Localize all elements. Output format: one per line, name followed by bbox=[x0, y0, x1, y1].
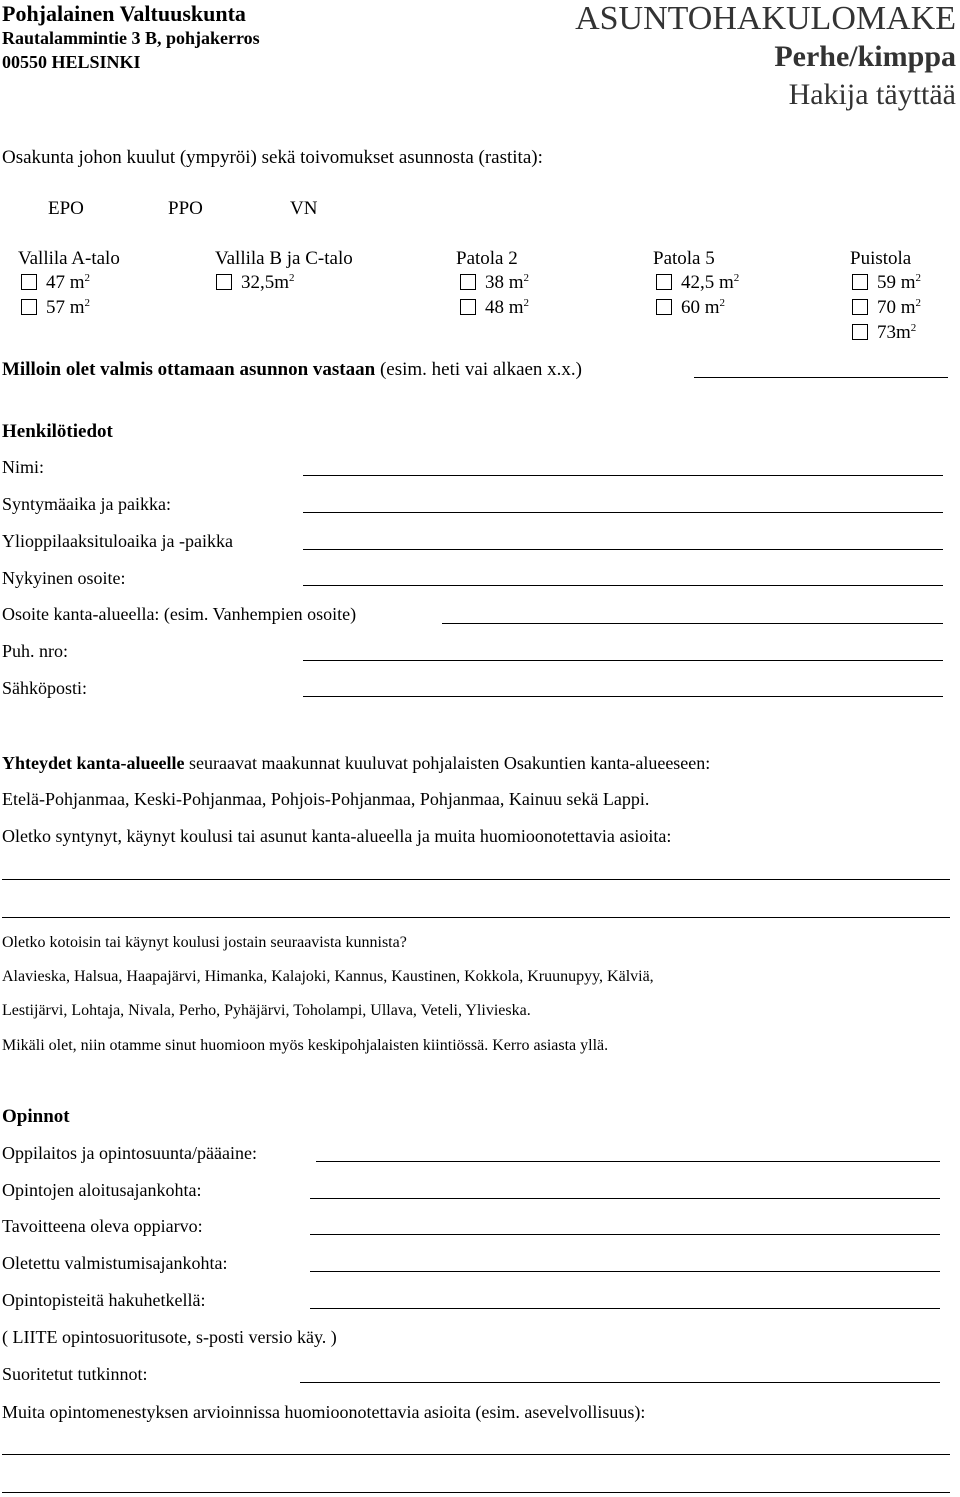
municipality-question: Oletko kotoisin tai käynyt koulusi jostain seuraavista kunnista? bbox=[2, 934, 407, 951]
institution-field[interactable] bbox=[316, 1161, 940, 1162]
option-patola5-60[interactable] bbox=[656, 297, 725, 319]
option-patola2-48[interactable] bbox=[460, 297, 529, 319]
degrees-field[interactable] bbox=[300, 1382, 940, 1383]
graduation-field[interactable] bbox=[310, 1271, 940, 1272]
superscript: 2 bbox=[719, 297, 726, 309]
other-merits-question: Muita opintomenestyksen arvioinnissa huomioonotettavia asioita (esim. asevelvollisuus): bbox=[2, 1402, 646, 1422]
option-patola5-42[interactable] bbox=[656, 272, 739, 294]
province-list: Etelä-Pohjanmaa, Keski-Pohjanmaa, Pohjois-Pohjanmaa, Pohjanmaa, Kainuu sekä Lappi. bbox=[2, 789, 650, 809]
location-vallila-a: Vallila A-talo bbox=[18, 248, 120, 269]
checkbox[interactable] bbox=[216, 274, 232, 290]
superscript: 2 bbox=[523, 272, 530, 284]
superscript: 2 bbox=[84, 297, 91, 309]
location-patola-2: Patola 2 bbox=[456, 248, 518, 269]
birth-field[interactable] bbox=[303, 512, 943, 513]
location-patola-5: Patola 5 bbox=[653, 248, 715, 269]
field-label-start: Opintojen aloitusajankohta: bbox=[2, 1180, 202, 1200]
superscript: 2 bbox=[289, 272, 295, 284]
checkbox[interactable] bbox=[852, 274, 868, 290]
field-label-birth: Syntymäaika ja paikka: bbox=[2, 494, 171, 514]
quota-note: Mikäli olet, niin otamme sinut huomioon myös keskipohjalaisten kiintiössä. Kerro asiasta yllä. bbox=[2, 1037, 609, 1054]
municipality-list-2: Lestijärvi, Lohtaja, Nivala, Perho, Pyhäjärvi, Toholampi, Ullava, Veteli, Ylivieska. bbox=[2, 1002, 531, 1019]
location-vallila-bc: Vallila B ja C-talo bbox=[215, 248, 353, 269]
connections-field-1[interactable] bbox=[2, 879, 950, 880]
checkbox[interactable] bbox=[656, 299, 672, 315]
born-question: Oletko syntynyt, käynyt koulusi tai asunut kanta-alueella ja muita huomioonotettavia asioita: bbox=[2, 826, 672, 846]
move-in-question bbox=[2, 359, 582, 381]
option-vallila-a-47[interactable] bbox=[21, 272, 90, 294]
form-subtitle: Perhe/kimppa bbox=[774, 40, 956, 73]
option-puistola-59[interactable] bbox=[852, 272, 921, 294]
field-label-name: Nimi: bbox=[2, 457, 45, 477]
move-in-hint: (esim. heti vai alkaen x.x.) bbox=[379, 359, 583, 380]
option-vallila-a-57[interactable] bbox=[21, 297, 90, 319]
other-merits-field-1[interactable] bbox=[2, 1454, 950, 1455]
nation-vn[interactable]: VN bbox=[290, 198, 318, 219]
size-label: 57 m bbox=[46, 297, 85, 318]
name-field[interactable] bbox=[303, 475, 943, 476]
credits-field[interactable] bbox=[310, 1308, 940, 1309]
option-puistola-73[interactable] bbox=[852, 322, 916, 344]
nation-ppo[interactable]: PPO bbox=[168, 198, 203, 219]
option-vallila-bc-32[interactable] bbox=[216, 272, 295, 294]
superscript: 2 bbox=[84, 272, 91, 284]
location-puistola: Puistola bbox=[850, 248, 912, 269]
nation-epo[interactable]: EPO bbox=[48, 198, 84, 219]
degree-field[interactable] bbox=[310, 1234, 940, 1235]
checkbox[interactable] bbox=[21, 299, 37, 315]
region-heading bbox=[2, 753, 710, 774]
connections-field-2[interactable] bbox=[2, 917, 950, 918]
size-label: 47 m bbox=[46, 272, 85, 293]
form-title: ASUNTOHAKULOMAKE bbox=[575, 0, 956, 37]
checkbox[interactable] bbox=[460, 299, 476, 315]
other-merits-field-2[interactable] bbox=[2, 1492, 950, 1493]
checkbox[interactable] bbox=[852, 299, 868, 315]
superscript: 2 bbox=[915, 297, 922, 309]
option-patola2-38[interactable] bbox=[460, 272, 529, 294]
field-label-degrees: Suoritetut tutkinnot: bbox=[2, 1364, 148, 1384]
superscript: 2 bbox=[915, 272, 922, 284]
size-label: 32,5m bbox=[241, 272, 290, 293]
superscript: 2 bbox=[523, 297, 530, 309]
org-postal: 00550 HELSINKI bbox=[2, 52, 141, 72]
field-label-institution: Oppilaitos ja opintosuunta/pääaine: bbox=[2, 1143, 257, 1163]
size-label: 42,5 m bbox=[681, 272, 734, 293]
superscript: 2 bbox=[733, 272, 740, 284]
personal-heading: Henkilötiedot bbox=[2, 421, 113, 442]
field-label-email: Sähköposti: bbox=[2, 678, 88, 698]
superscript: 2 bbox=[910, 322, 917, 334]
size-label: 48 m bbox=[485, 297, 524, 318]
checkbox[interactable] bbox=[460, 274, 476, 290]
region-heading-text: seuraavat maakunnat kuuluvat pohjalaisten Osakuntien kanta-alueeseen: bbox=[188, 753, 711, 773]
move-in-field[interactable] bbox=[694, 377, 948, 378]
checkbox[interactable] bbox=[852, 324, 868, 340]
phone-field[interactable] bbox=[303, 660, 943, 661]
size-label: 70 m bbox=[877, 297, 916, 318]
home-address-field[interactable] bbox=[442, 623, 943, 624]
option-puistola-70[interactable] bbox=[852, 297, 921, 319]
field-label-phone: Puh. nro: bbox=[2, 641, 69, 661]
size-label: 38 m bbox=[485, 272, 524, 293]
studies-heading: Opinnot bbox=[2, 1106, 70, 1127]
address-field[interactable] bbox=[303, 585, 943, 586]
org-street: Rautalammintie 3 B, pohjakerros bbox=[2, 28, 260, 48]
checkbox[interactable] bbox=[21, 274, 37, 290]
start-field[interactable] bbox=[310, 1198, 940, 1199]
size-label: 60 m bbox=[681, 297, 720, 318]
org-name: Pohjalainen Valtuuskunta bbox=[2, 1, 246, 26]
checkbox[interactable] bbox=[656, 274, 672, 290]
size-label: 73m bbox=[877, 322, 911, 343]
matriculation-field[interactable] bbox=[303, 549, 943, 550]
housing-instruction: Osakunta johon kuulut (ympyröi) sekä toivomukset asunnosta (rastita): bbox=[2, 147, 543, 168]
region-heading-bold: Yhteydet kanta-alueelle bbox=[2, 753, 185, 773]
email-field[interactable] bbox=[303, 696, 943, 697]
size-label: 59 m bbox=[877, 272, 916, 293]
field-label-matriculation: Ylioppilaaksituloaika ja -paikka bbox=[2, 531, 233, 551]
field-label-degree: Tavoitteena oleva oppiarvo: bbox=[2, 1216, 203, 1236]
field-label-credits: Opintopisteitä hakuhetkellä: bbox=[2, 1290, 206, 1310]
move-in-label: Milloin olet valmis ottamaan asunnon vastaan bbox=[2, 359, 376, 380]
attachment-note: ( LIITE opintosuoritusote, s-posti versio käy. ) bbox=[2, 1327, 337, 1347]
municipality-list-1: Alavieska, Halsua, Haapajärvi, Himanka, Kalajoki, Kannus, Kaustinen, Kokkola, Kruunupyy, Kälviä, bbox=[2, 968, 654, 985]
form-note: Hakija täyttää bbox=[788, 78, 956, 111]
field-label-address: Nykyinen osoite: bbox=[2, 568, 126, 588]
field-label-home-address: Osoite kanta-alueella: (esim. Vanhempien osoite) bbox=[2, 604, 357, 624]
field-label-graduation: Oletettu valmistumisajankohta: bbox=[2, 1253, 228, 1273]
